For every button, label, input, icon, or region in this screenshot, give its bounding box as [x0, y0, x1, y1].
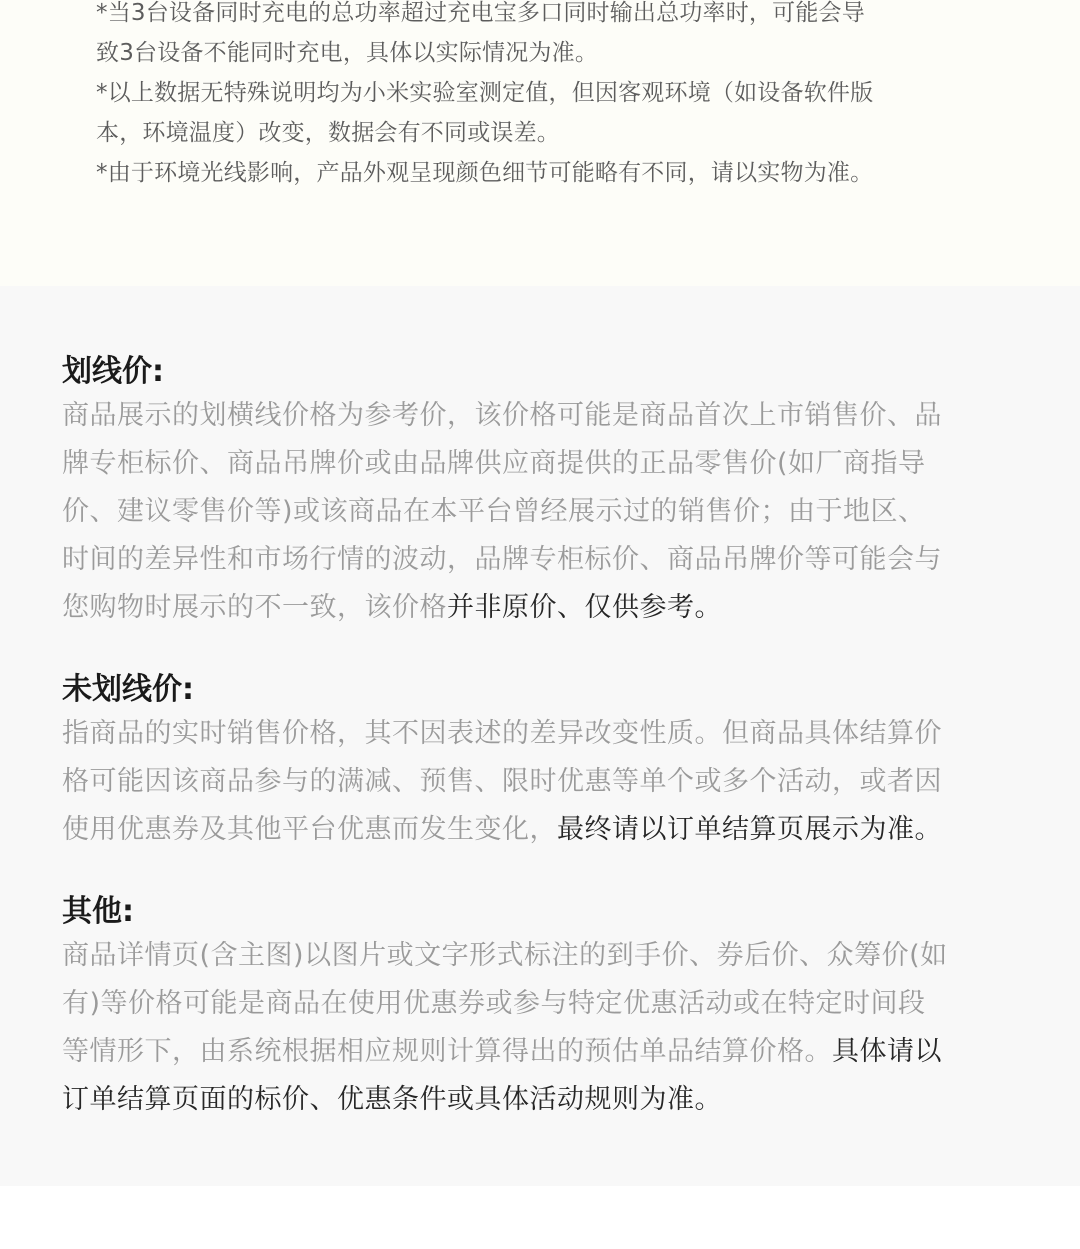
body-line	[62, 1028, 1022, 1076]
body-line: 价、建议零售价等)或该商品在本平台曾经展示过的销售价；由于地区、	[62, 496, 926, 527]
body-line: 商品详情页(含主图)以图片或文字形式标注的到手价、券后价、众筹价(如	[62, 940, 948, 971]
body-line: 牌专柜标价、商品吊牌价或由品牌供应商提供的正品零售价(如厂商指导	[62, 448, 926, 479]
product-notes-section	[0, 0, 1080, 286]
other-price-heading: 其他:	[62, 894, 134, 929]
note-line: *由于环境光线影响，产品外观呈现颜色细节可能略有不同，请以实物为准。	[96, 160, 874, 186]
body-line: 指商品的实时销售价格，其不因表述的差异改变性质。但商品具体结算价	[62, 718, 942, 749]
note-line: 致3台设备不能同时充电，具体以实际情况为准。	[96, 40, 599, 66]
body-text: 等情形下，由系统根据相应规则计算得出的预估单品结算价格。	[62, 1036, 832, 1067]
strikethrough-price-heading: 划线价:	[62, 354, 164, 389]
other-price-text	[62, 932, 1022, 1124]
price-explanation-section	[0, 286, 1080, 1186]
note-line: *当3台设备同时充电的总功率超过充电宝多口同时输出总功率时，可能会导	[96, 0, 865, 26]
unstruck-price-text	[62, 710, 1022, 854]
product-notes-list	[96, 0, 976, 193]
emphasis-text: 具体请以	[832, 1036, 942, 1067]
body-line: 商品展示的划横线价格为参考价，该价格可能是商品首次上市销售价、品	[62, 400, 942, 431]
body-line: 时间的差异性和市场行情的波动，品牌专柜标价、商品吊牌价等可能会与	[62, 544, 942, 575]
note-line: 本，环境温度）改变，数据会有不同或误差。	[96, 120, 560, 146]
strikethrough-price-block	[62, 352, 1022, 632]
body-line	[62, 584, 1022, 632]
other-price-block	[62, 892, 1022, 1124]
emphasis-line: 订单结算页面的标价、优惠条件或具体活动规则为准。	[62, 1084, 722, 1115]
body-line	[62, 806, 1022, 854]
unstruck-price-heading: 未划线价:	[62, 672, 194, 707]
page-bottom-spacer	[0, 1186, 1080, 1249]
body-text: 使用优惠券及其他平台优惠而发生变化，	[62, 814, 557, 845]
body-line: 有)等价格可能是商品在使用优惠券或参与特定优惠活动或在特定时间段	[62, 988, 926, 1019]
note-line: *以上数据无特殊说明均为小米实验室测定值，但因客观环境（如设备软件版	[96, 80, 874, 106]
body-line: 格可能因该商品参与的满减、预售、限时优惠等单个或多个活动，或者因	[62, 766, 942, 797]
emphasis-text: 最终请以订单结算页展示为准。	[557, 814, 942, 845]
unstruck-price-block	[62, 670, 1022, 854]
strikethrough-price-text	[62, 392, 1022, 632]
body-text: 您购物时展示的不一致，该价格	[62, 592, 447, 623]
emphasis-text: 并非原价、仅供参考。	[447, 592, 722, 623]
